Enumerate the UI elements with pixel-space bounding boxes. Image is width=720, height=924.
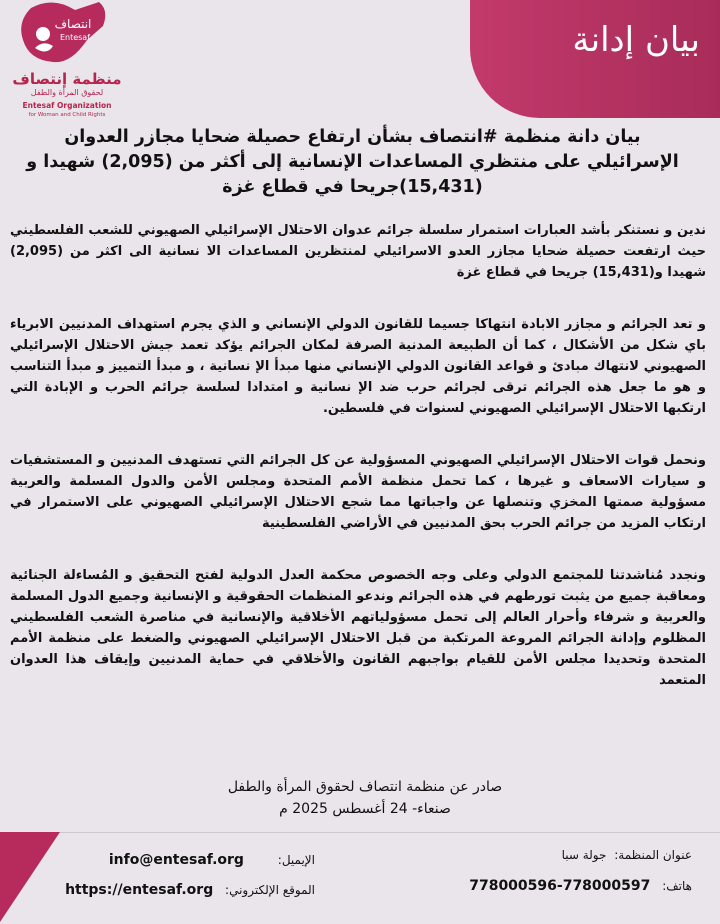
logo-subtitle: لحقوق المرأة والطفل	[30, 88, 104, 97]
statement-headline: بيان دانة منظمة #انتصاف بشأن ارتفاع حصيلة ضحايا مجازر العدوان الإسرائيلي على منتظري المساعدات الإنسانية إلى أكثر من (2,095) شهيدا و (15,431)جريحا في قطاع غزة	[26, 127, 679, 197]
paragraph: ندين و نستنكر بأشد العبارات استمرار سلسلة جرائم عدوان الاحتلال الإسرائيلي الصهيوني للشعب الفلسطيني حيث ارتفعت حصيلة ضحايا مجازر العدو الاسرائيلي لمنتظرين المساعدات الا نسانية الى اكثر من (2,095) شهيدا و(15,431) جريحا في قطاع غزة	[10, 223, 706, 280]
email-label: الإيميل:	[277, 853, 315, 867]
signature-issuer: صادر عن منظمة انتصاف لحقوق المرأة والطفل	[227, 779, 503, 795]
paragraph: ونحمل قوات الاحتلال الإسرائيلي الصهيوني المسؤولية عن كل الجرائم التي تستهدف المدنيين و المستشفيات و سيارات الاسعاف و غيرها ، كما تحمل منظمة الأمم المتحدة ومجلس الأمن والدول المسلمة والعربية مسؤولية صمتها المخزي وتنصلها عن واجباتها مما شجع الاحتلال الإسرائيلي الصهيوني على الاستمرار في ارتكاب المزيد من جرائم الحرب بحق المدنيين في الأراضي الفلسطينية	[10, 453, 706, 531]
logo-mark-text: انتصاف	[54, 17, 92, 31]
footer-website	[65, 882, 315, 898]
footer-phone	[469, 878, 692, 894]
logo-mark-sub: Entesaf	[59, 33, 91, 42]
statement-body	[10, 220, 706, 722]
paragraph: ونجدد مُناشدتنا للمجتمع الدولي وعلى وجه الخصوص محكمة العدل الدولية لفتح التحقيق و المُساءلة الجنائية ومعاقبة جميع من يثبت تورطهم في هذه الجرائم وندعو المنظمات الحقوقية و الإنسانية وجميع الدول المسلمة والعربية و شرفاء وأحرار العالم إلى تحمل مسؤولياتهم الأخلاقية والإنسانية في مناصرة الشعب الفلسطيني المظلوم وإدانة الجرائم المروعة المرتكبة من قبل الاحتلال الإسرائيلي الصهيوني والضغط على منظمة الأمم المتحدة وتحديدا مجلس الأمن للقيام بواجبهم القانون والأخلاقي في حماية المدنيين وإيقاف هذا العدوان المتعمد	[10, 568, 706, 688]
phone-label: هاتف:	[662, 879, 692, 893]
website-link[interactable]: https://entesaf.org	[65, 882, 214, 898]
footer-email	[109, 852, 315, 868]
logo-heart-icon	[13, 0, 113, 68]
address-label: عنوان المنظمة:	[614, 848, 692, 862]
organization-logo	[8, 0, 126, 125]
signature-block	[150, 776, 580, 820]
website-label: الموقع الإلكتروني:	[225, 883, 315, 897]
phone-value[interactable]: 778000597-778000596	[469, 878, 651, 894]
logo-name: منظمة إنتصاف	[12, 70, 122, 88]
footer-accent	[0, 832, 60, 922]
banner-title: بيان إدانة	[572, 20, 700, 60]
title-banner	[470, 0, 720, 118]
footer-address	[562, 848, 692, 862]
logo-english-name: Entesaf Organization	[22, 101, 112, 110]
paragraph: و تعد الجرائم و مجازر الابادة انتهاكا جسيما للقانون الدولي الإنساني و الذي يجرم استهداف المدنيين الابرياء باي شكل من الأشكال ، كما أن الطبيعة المدنية الصرفة لمكان الجرائم يؤكد تعمد جيش الاحتلال الإسرائيلي الصهيوني لانتهاك مبادئ و قواعد القانون الدولي الإنساني منها مبدأ الإ نسانية ، و مبدأ التمييز و مبدأ التناسب و هو ما جعل هذه الجرائم ترقى لجرائم حرب ضد الإ نسانية و امتدادا لسلسة جرائم الحرب و الإبادة التي ارتكبها الاحتلال الإسرائيلي الصهيوني لسنوات في فلسطين.	[10, 317, 706, 416]
signature-date: صنعاء- 24 أغسطس 2025 م	[279, 801, 451, 817]
email-link[interactable]: info@entesaf.org	[108, 852, 244, 868]
logo-english-subtitle: for Woman and Child Rights	[28, 112, 106, 118]
address-value: جولة سبا	[561, 848, 607, 862]
